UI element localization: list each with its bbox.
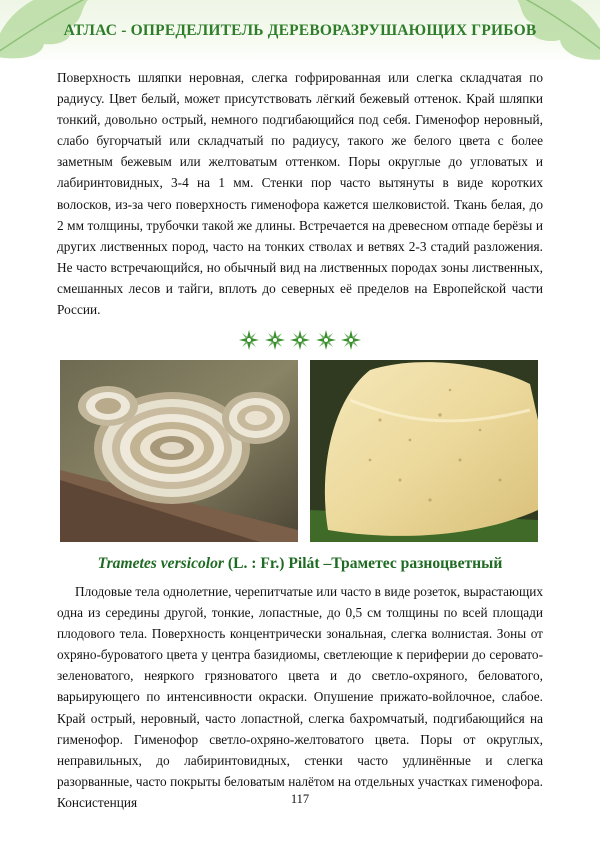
species-heading [0,555,600,573]
flower-ornament-icon [315,329,337,351]
running-header-title: АТЛАС - ОПРЕДЕЛИТЕЛЬ ДЕРЕВОРАЗРУШАЮЩИХ ГРИБОВ [63,22,537,39]
description-paragraph-1: Поверхность шляпки неровная, слегка гофрированная или слегка складчатая по радиусу. Цвет белый, может присутствовать лёгкий бежевый оттенок. Край шляпки тонкий, довольно острый, немного подгибающийся под себя. Гименофор неровный, слабо бугорчатый или складчатый по радиусу, такого же белого цвета с более заметным бежевым или желтоватым оттенком. Поры округлые до угловатых и лабиринтовидных, 3-4 на 1 мм. Стенки пор часто вытянуты в виде коротких волосков, из-за чего поверхность гименофора кажется шелковистой. Ткань белая, до 2 мм толщины, трубочки такой же длины. Встречается на древесном отпаде берёзы и других лиственных пород, часто на тонких стволах и ветвях 2-3 стадий разложения. Не часто встречающийся, но обычный вид на лиственных породах зоны лиственных, смешанных лесов и тайги, вплоть до северных её пределов на Европейской части России. [57,70,543,318]
photo-fungus-hymenophore [310,360,538,542]
photo-fungus-cap-rosettes [60,360,298,542]
flower-ornament-row [238,326,362,354]
species-author: (L. : Fr.) Pilát [223,555,324,572]
flower-ornament-icon [238,329,260,351]
species-latin-name: Trametes versicolor [97,555,224,572]
flower-ornament-icon [264,329,286,351]
species-russian-name: –Траметес разноцветный [323,555,503,572]
flower-ornament-icon [340,329,362,351]
description-paragraph-2: Плодовые тела однолетние, черепитчатые или часто в виде розеток, вырастающих одна из середины другой, тонкие, лопастные, до 0,5 см толщины по всей площади плодового тела. Поверхность концентрически зональная, слегка волнистая. Зоны от охряно-буроватого цвета у центра базидиомы, светлеющие к периферии до серовато-зеленоватого, неяркого грязноватого цвета и до светло-охряного, беловатого, варьирующего по интенсивности окраски. Опушение прижато-войлочное, слабое. Край острый, неровный, часто лопастной, слегка бахромчатый, подгибающийся на гименофор. Гименофор светло-охряно-желтоватого цвета. Поры от округлых, неправильных, до лабиринтовидных, стенки часто удлинённые и слегка разорванные, часто покрыты беловатым налётом на отдельных участках гименофора. Консистенция [57,584,543,810]
page-number: 117 [290,792,310,806]
flower-ornament-icon [289,329,311,351]
